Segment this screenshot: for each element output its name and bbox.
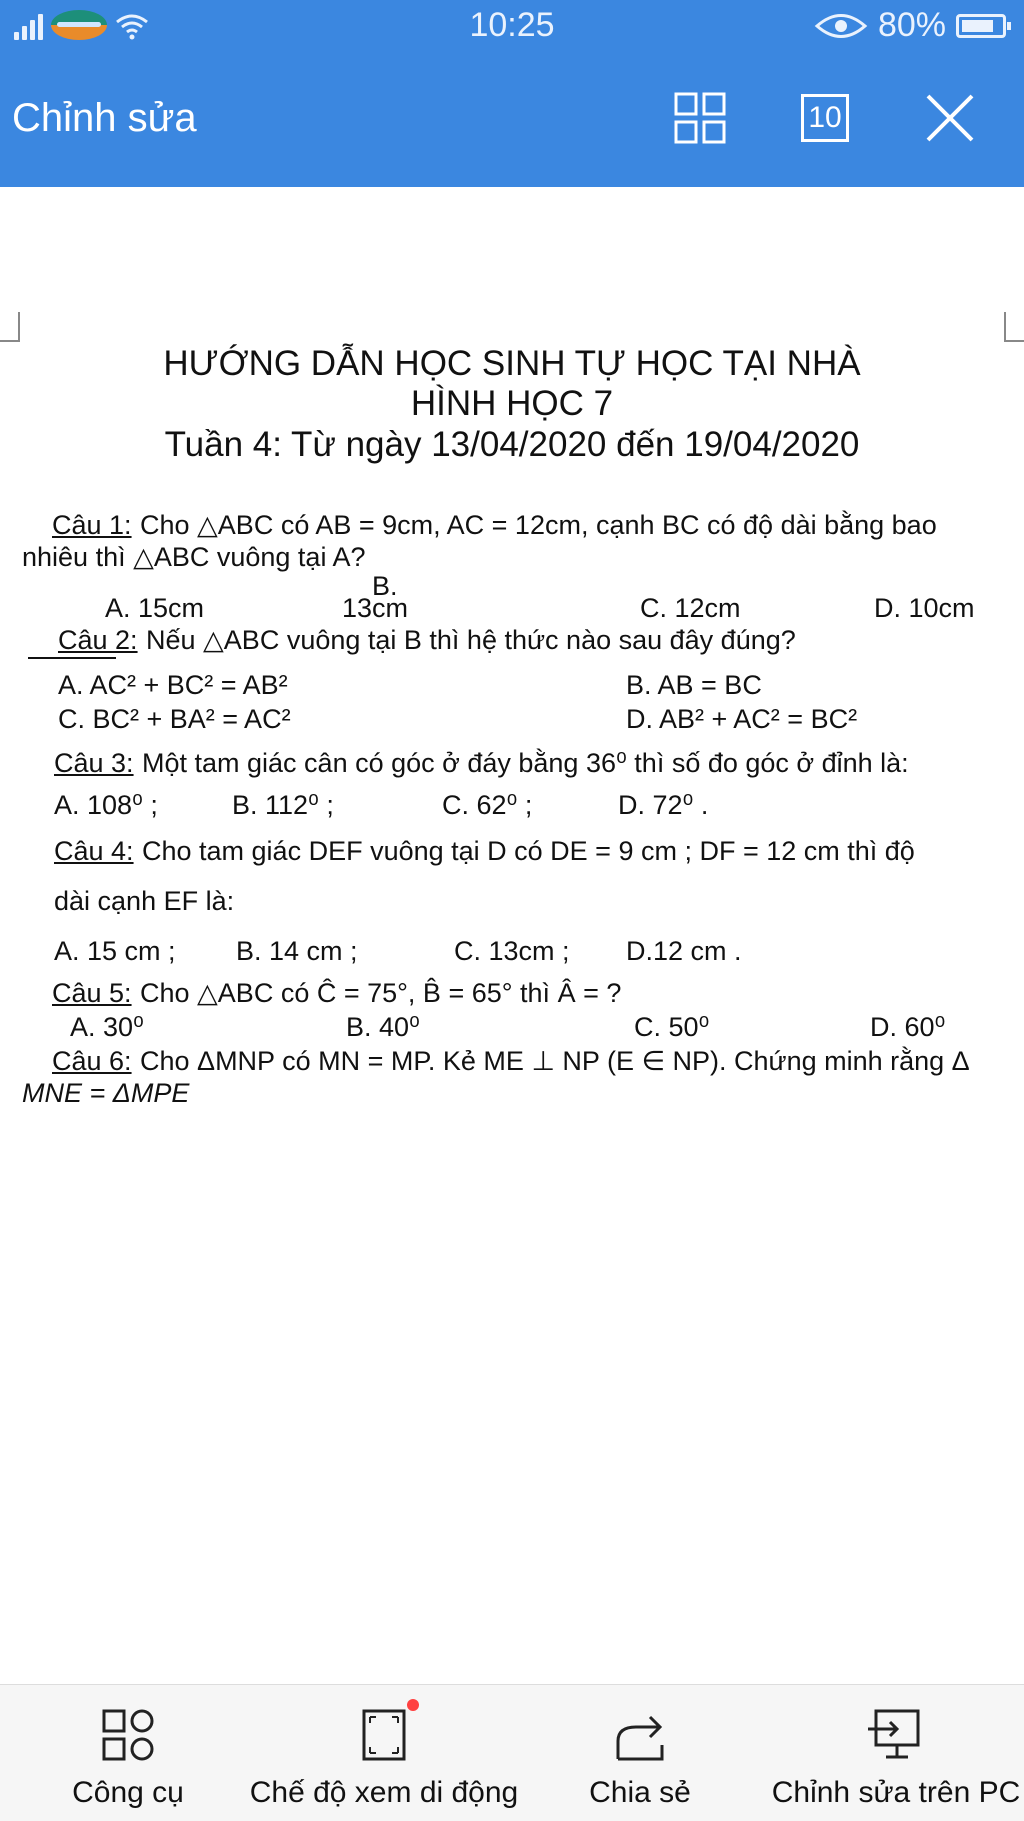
q1-line1: Cho △ABC có AB = 9cm, AC = 12cm, cạnh BC có độ dài bằng bao bbox=[140, 510, 937, 540]
document-view[interactable] bbox=[0, 187, 1024, 1684]
q4-option-c: C. 13cm ; bbox=[454, 936, 570, 966]
q1-option-b: B. bbox=[372, 571, 398, 601]
q2-option-b: B. AB = BC bbox=[626, 670, 762, 700]
page-corner-mark bbox=[1004, 312, 1024, 342]
bottom-toolbar bbox=[0, 1684, 1024, 1821]
q5-option-c: C. 50⁰ bbox=[634, 1012, 710, 1042]
eye-icon bbox=[814, 11, 868, 41]
edit-on-pc-label: Chỉnh sửa trên PC bbox=[771, 1776, 1021, 1809]
q4-option-d: D.12 cm . bbox=[626, 936, 742, 966]
q6-line1: Cho ΔMNP có MN = MP. Kẻ ME ⊥ NP (E ∈ NP). Chứng minh rằng Δ bbox=[140, 1046, 970, 1076]
grid-icon bbox=[674, 92, 726, 144]
q1-line2: nhiêu thì △ABC vuông tại A? bbox=[22, 542, 366, 572]
q4-line1: Cho tam giác DEF vuông tại D có DE = 9 cm ; DF = 12 cm thì độ bbox=[142, 836, 915, 866]
q1-label: Câu 1: bbox=[52, 510, 132, 540]
q3-option-a: A. 108⁰ ; bbox=[54, 790, 158, 820]
close-icon bbox=[924, 92, 976, 144]
share-label: Chia sẻ bbox=[589, 1776, 691, 1809]
q1-option-d: D. 10cm bbox=[874, 593, 975, 623]
page-count-badge: 10 bbox=[801, 94, 849, 142]
mobile-view-label: Chế độ xem di động bbox=[249, 1776, 519, 1809]
q5-option-d: D. 60⁰ bbox=[870, 1012, 946, 1042]
underline-rule bbox=[28, 657, 116, 659]
q2-label: Câu 2: bbox=[58, 625, 138, 655]
q3-text: Một tam giác cân có góc ở đáy bằng 36⁰ thì số đo góc ở đỉnh là: bbox=[142, 748, 909, 778]
page-title: Chỉnh sửa bbox=[12, 96, 197, 140]
q1-option-c: C. 12cm bbox=[640, 593, 741, 623]
q1-option-a: A. 15cm bbox=[105, 593, 205, 623]
doc-title-line3: Tuần 4: Từ ngày 13/04/2020 đến 19/04/2020 bbox=[164, 425, 860, 464]
status-right bbox=[814, 6, 1006, 45]
q3-label: Câu 3: bbox=[54, 748, 134, 778]
q4-option-b: B. 14 cm ; bbox=[236, 936, 358, 966]
q3-option-d: D. 72⁰ . bbox=[618, 790, 709, 820]
grid-view-button[interactable] bbox=[672, 90, 728, 146]
q2-option-a: A. AC² + BC² = AB² bbox=[58, 670, 288, 700]
q4-option-a: A. 15 cm ; bbox=[54, 936, 176, 966]
share-button[interactable] bbox=[570, 1705, 710, 1810]
tools-label: Công cụ bbox=[72, 1776, 184, 1809]
tools-icon bbox=[98, 1705, 158, 1765]
close-button[interactable] bbox=[922, 90, 978, 146]
status-bar bbox=[0, 0, 1024, 52]
q1-option-b-value: 13cm bbox=[342, 593, 409, 623]
edit-on-pc-button[interactable] bbox=[768, 1705, 1024, 1810]
q2-option-c: C. BC² + BA² = AC² bbox=[58, 704, 291, 734]
q5-text: Cho △ABC có Ĉ = 75°, B̂ = 65° thì Â = ? bbox=[140, 978, 622, 1008]
battery-icon bbox=[956, 14, 1006, 38]
doc-title-line2: HÌNH HỌC 7 bbox=[410, 384, 614, 423]
q6-line2: MNE = ΔMPE bbox=[22, 1078, 190, 1108]
q2-text: Nếu △ABC vuông tại B thì hệ thức nào sau đây đúng? bbox=[146, 625, 796, 655]
page-count-button[interactable] bbox=[797, 90, 853, 146]
notification-dot bbox=[407, 1699, 419, 1711]
battery-percent: 80% bbox=[877, 6, 946, 44]
app-bar bbox=[0, 52, 1024, 187]
edit-on-pc-icon bbox=[866, 1705, 926, 1765]
q5-option-b: B. 40⁰ bbox=[346, 1012, 420, 1042]
tools-button[interactable] bbox=[48, 1705, 208, 1810]
q4-label: Câu 4: bbox=[54, 836, 134, 866]
q2-option-d: D. AB² + AC² = BC² bbox=[626, 704, 858, 734]
q3-option-c: C. 62⁰ ; bbox=[442, 790, 533, 820]
clock: 10:25 bbox=[469, 6, 555, 44]
page-corner-mark bbox=[0, 312, 20, 342]
doc-title-line1: HƯỚNG DẪN HỌC SINH TỰ HỌC TẠI NHÀ bbox=[163, 344, 861, 383]
q3-option-b: B. 112⁰ ; bbox=[232, 790, 334, 820]
mobile-view-icon bbox=[354, 1705, 414, 1765]
q6-label: Câu 6: bbox=[52, 1046, 132, 1076]
q4-line2: dài cạnh EF là: bbox=[54, 886, 235, 916]
mobile-view-button[interactable] bbox=[248, 1705, 520, 1810]
share-icon bbox=[610, 1705, 670, 1765]
q5-label: Câu 5: bbox=[52, 978, 132, 1008]
q5-option-a: A. 30⁰ bbox=[70, 1012, 144, 1042]
